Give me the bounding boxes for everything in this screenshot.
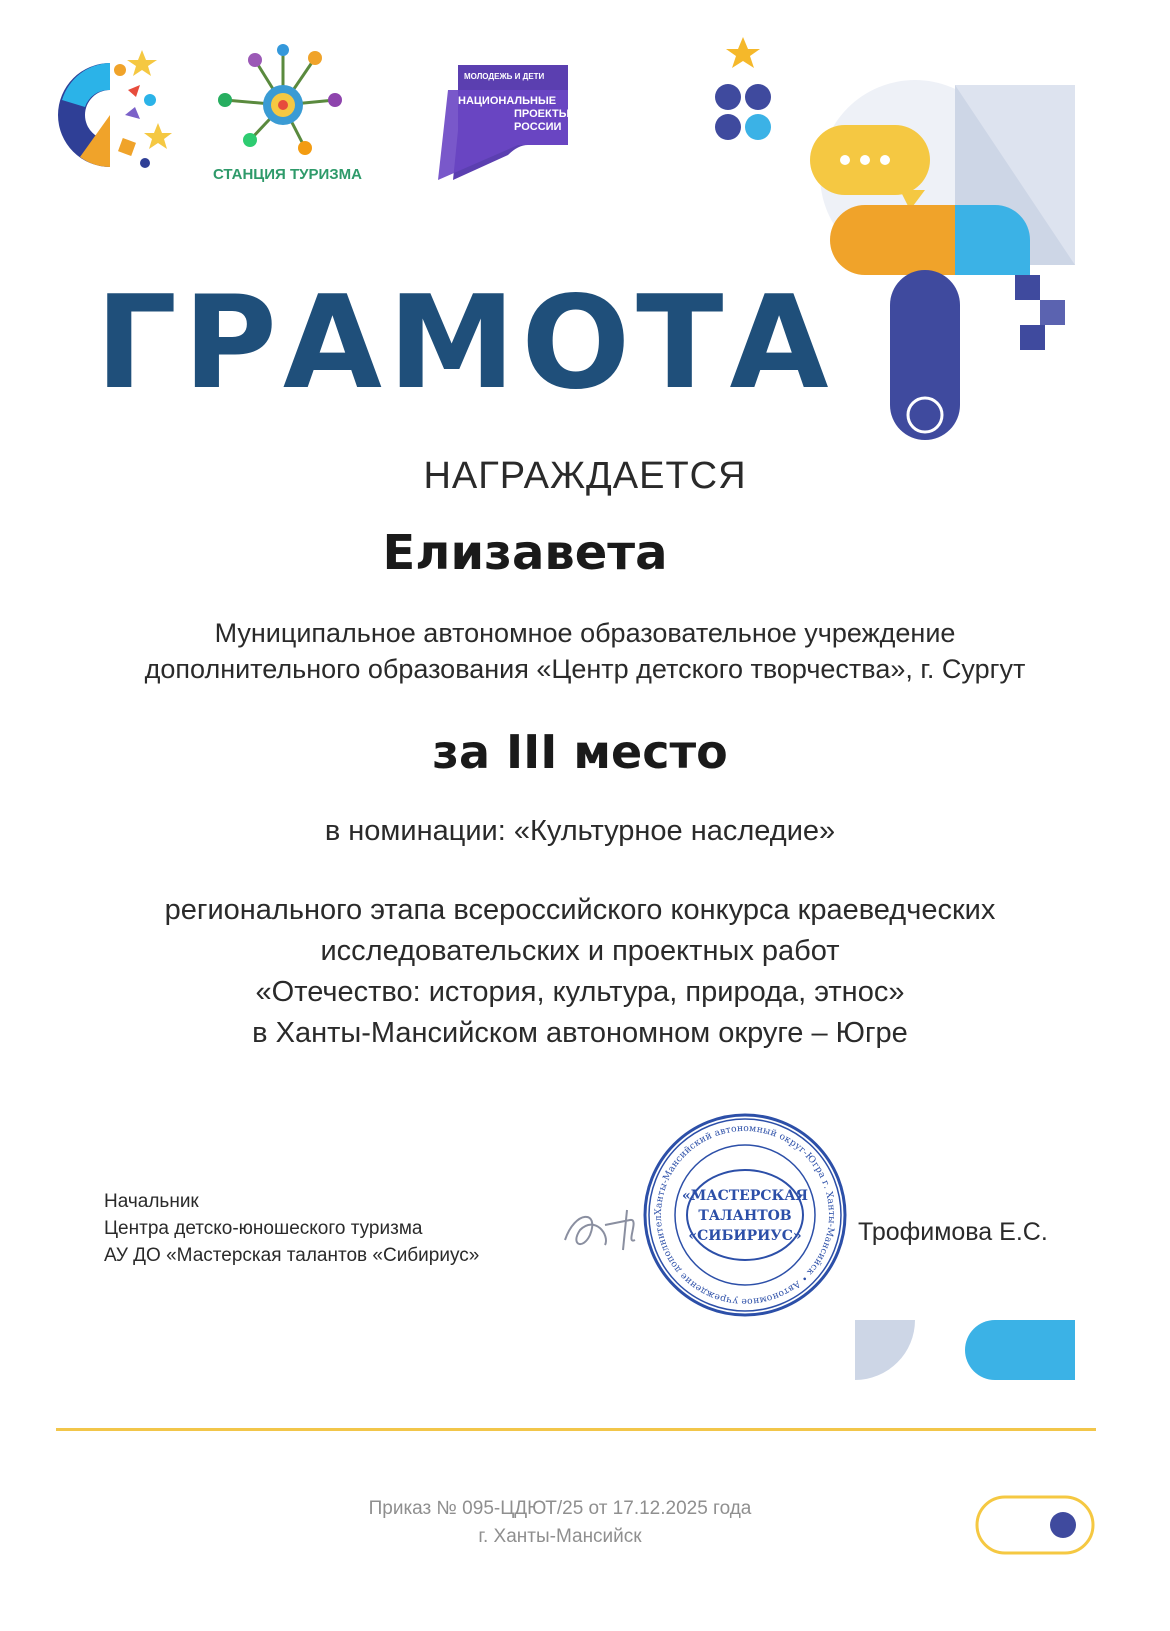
logo-station-tourism xyxy=(195,40,380,190)
signer-position xyxy=(104,1188,479,1269)
logo-national-projects xyxy=(428,60,578,180)
org-line: дополнительного образования «Центр детского творчества», г. Сургут xyxy=(144,654,1026,684)
contest-line: регионального этапа всероссийского конкурса краеведческих xyxy=(164,894,996,926)
recipient-organization xyxy=(100,615,1070,687)
award-place: за III место xyxy=(432,725,728,779)
signer-position-line: АУ ДО «Мастерская талантов «Сибириус» xyxy=(104,1245,480,1266)
footer-order xyxy=(300,1495,820,1551)
logo-rosmolodezh xyxy=(50,45,175,175)
footer-divider xyxy=(56,1428,1096,1431)
logo-dots-star xyxy=(710,35,780,150)
stamp-center-line2: ТАЛАНТОВ xyxy=(698,1208,792,1224)
awarded-label: НАГРАЖДАЕТСЯ xyxy=(423,455,747,497)
recipient-name: Елизавета xyxy=(382,525,668,581)
np-line1: МОЛОДЕЖЬ И ДЕТИ xyxy=(464,72,545,81)
order-line: Приказ № 095-ЦДЮТ/25 от 17.12.2025 года xyxy=(368,1498,752,1519)
official-stamp xyxy=(640,1110,850,1320)
toggle-decoration xyxy=(975,1495,1095,1555)
np-line2: НАЦИОНАЛЬНЫЕ xyxy=(458,95,557,107)
certificate-title: ГРАМОТА xyxy=(95,269,835,418)
nomination: в номинации: «Культурное наследие» xyxy=(324,815,836,847)
signer-name: Трофимова Е.С. xyxy=(858,1218,1048,1246)
org-line: Муниципальное автономное образовательное учреждение xyxy=(214,618,956,648)
np-line3: ПРОЕКТЫ xyxy=(514,108,570,120)
np-line4: РОССИИ xyxy=(514,121,562,133)
signer-position-line: Центра детско-юношеского туризма xyxy=(104,1218,423,1239)
signer-position-line: Начальник xyxy=(104,1191,199,1212)
stamp-ring-text: Ханты-Мансийский автономный округ-Югра г. Ханты-Мансийск • Автономное учреждение дополнител xyxy=(652,1122,838,1308)
city-line: г. Ханты-Мансийск xyxy=(478,1526,642,1547)
contest-line: исследовательских и проектных работ xyxy=(320,935,840,967)
stamp-center-line3: «СИБИРИУС» xyxy=(688,1228,802,1244)
contest-line: «Отечество: история, культура, природа, этнос» xyxy=(255,976,905,1008)
station-tourism-caption: СТАНЦИЯ ТУРИЗМА xyxy=(212,166,363,183)
contest-line: в Ханты-Мансийском автономном округе – Югре xyxy=(252,1017,908,1049)
decorative-bottom-shapes xyxy=(855,1320,1100,1395)
stamp-center-line1: «МАСТЕРСКАЯ xyxy=(681,1188,809,1204)
contest-description xyxy=(120,890,1040,1054)
